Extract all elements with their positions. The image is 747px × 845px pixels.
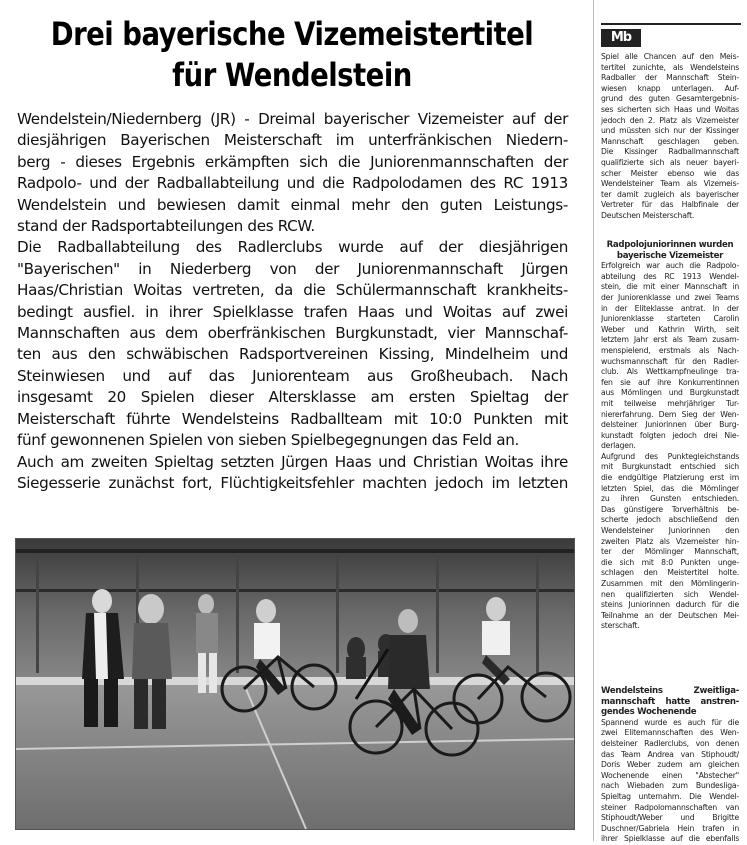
side-line: Wendelsteiner Team als Vizemeis- xyxy=(601,179,739,189)
side-line: letztem Jahr erst als Team zusam- xyxy=(601,335,739,345)
side-line: ter der Mömlinger Mannschaft, xyxy=(601,547,739,557)
body-line: Radpolo- und der Radballabteilung und die Radpolodamen des RC 1913 xyxy=(17,174,568,193)
side-heading: gendes Wochenende xyxy=(601,707,697,718)
side-line: stein, die mit einer Mannschaft in xyxy=(601,282,739,292)
side-line: zwei Elitemannschaften des Wen- xyxy=(601,728,739,738)
side-line: Spieltag unternahm. Die Wendel- xyxy=(601,791,739,801)
side-line: scherte jedoch abschließend den xyxy=(601,515,739,525)
side-line: die sich mit 8:0 Punkten unge- xyxy=(601,557,739,567)
side-line: Spiel alle Chancen auf den Meis- xyxy=(601,52,739,61)
side-line: mit Burgkunstadt entschied sich xyxy=(601,462,739,472)
side-line: Wochenende einen "Abstecher" xyxy=(601,770,739,780)
side-line: fen sie auf ihre Konkurrentinnen xyxy=(601,377,739,387)
side-column-block-1 xyxy=(601,52,739,222)
side-line: Juniorenklasse starteten Carolin xyxy=(601,314,739,324)
side-line: ihrer Spielklasse auf die ebenfalls xyxy=(601,834,739,844)
side-line: wuchsmannschaft für den Radler- xyxy=(601,356,739,366)
side-line: Doris Weber zudem am gleichen xyxy=(601,760,739,770)
side-line: zweiten Platz als Vizemeister hin- xyxy=(601,536,739,546)
side-heading: bayerische Vizemeister xyxy=(616,250,724,261)
body-line: Die Radballabteilung des Radlerclubs wurde auf der diesjährigen xyxy=(17,238,568,257)
body-line: berg - dieses Ergebnis erkämpften sich die Juniorenmannschaften der xyxy=(17,152,568,171)
side-line: der Juniorenklasse und zwei Teams xyxy=(601,292,739,302)
side-line: wiesen knapp unterlagen. Auf- xyxy=(601,83,739,93)
side-line: Deutschen Meisterschaft. xyxy=(601,210,695,220)
side-line: tertitel zunichte, als Wendelsteins xyxy=(601,62,739,72)
body-line: Steinwiesen und auf das Juniorenteam aus Großheubach. Nach xyxy=(17,366,568,385)
side-line: steiner Radpolomannschaften van xyxy=(601,802,739,812)
body-line: stand der Radsportabteilungen des RCW. xyxy=(17,217,315,236)
side-heading: mannschaft hatte anstren- xyxy=(601,696,739,707)
side-line: derlagen. xyxy=(601,441,636,451)
side-line: scher Meister ebenso wie das xyxy=(601,168,739,178)
headline-line-2: für Wendelstein xyxy=(172,56,412,94)
side-line: Das günstigere Torverhältnis be- xyxy=(601,504,739,514)
side-line: Spannend wurde es auch für die xyxy=(601,717,739,727)
body-line: ten aus den schwäbischen Radsportvereinen Kissing, Mindelheim und xyxy=(17,345,568,364)
body-line: fünf gewonnenen Spielen von sieben Spielbegegnungen das Feld an. xyxy=(17,431,519,450)
side-line: steins Juniorinnen dadurch für die xyxy=(601,600,739,610)
side-line: Zusammen mit den Mömlingerin- xyxy=(601,579,739,588)
body-line: "Bayerischen" in Niederberg von der Juniorenmannschaft Jürgen xyxy=(17,259,568,278)
side-line: Aufgrund des Punktegleichstands xyxy=(601,451,739,461)
side-line: kunstadt folgten jedoch drei Nie- xyxy=(601,430,739,440)
side-line: in der Eliteklasse antrat. In der xyxy=(601,303,739,313)
side-line: mit teilweise mehrjähriger Tur- xyxy=(601,398,739,408)
side-line: Stiphoudt/Weber und Brigitte xyxy=(601,813,739,823)
side-line: Vertreter für das Halbfinale der xyxy=(601,200,739,210)
side-line: Radballer der Mannschaft Stein- xyxy=(601,73,739,83)
side-line: club. Als Wettkampfneulinge tra- xyxy=(601,367,739,377)
article-body xyxy=(17,109,568,494)
newspaper-logo: Mb xyxy=(601,29,641,47)
side-line: die endgültige Platzierung erst im xyxy=(601,473,739,483)
side-line: Erfolgreich war auch die Radpolo- xyxy=(601,261,739,271)
side-line: niererfahrung. Dem Sieg der Wen- xyxy=(601,409,739,419)
paragraph-2 xyxy=(17,237,568,494)
side-heading: Wendelsteins Zweitliga- xyxy=(601,686,739,696)
side-line: Weber und Kathrin Wirth, seit xyxy=(601,324,739,334)
side-line: delsteiner Juniorinnen über Burg- xyxy=(601,420,739,430)
side-line: grund des guten Gesamtergebnis- xyxy=(601,94,739,104)
body-line: Meisterschaft führte Wendelsteins Radballteam mit 10:0 Punkten mit xyxy=(17,409,568,428)
side-line: sterschaft. xyxy=(601,621,640,631)
side-line: Mannschaft geschlagen geben. xyxy=(601,136,739,146)
side-column-block-2 xyxy=(601,240,739,632)
side-line: jedoch den 2. Platz als Vizemeister xyxy=(601,115,739,125)
body-line: Siegesserie zunächst fort, Flüchtigkeitsfehler machten jedoch im letzten xyxy=(17,473,568,492)
body-line: Wendelstein und bewiesen damit einmal mehr den guten Leistungs- xyxy=(17,195,568,214)
side-line: ses sicherten sich Haas und Woitas xyxy=(601,104,739,114)
side-column-block-3 xyxy=(601,686,739,845)
side-line: das Team Andrea van Stiphoudt/ xyxy=(601,749,739,759)
side-line: nen qualifizierten sich Wendel- xyxy=(601,589,739,599)
side-line: und müssten sich nur der Kissinger xyxy=(601,126,739,136)
side-heading: Radpolojuniorinnen wurden xyxy=(606,240,734,250)
side-line: Wendelsteiner Juniorinnen den xyxy=(601,526,739,536)
body-line: Mannschaften aus dem oberfränkischen Burgkunstadt, vier Mannschaf- xyxy=(17,324,568,343)
side-line: Die Kissinger Radballmannschaft xyxy=(601,147,739,157)
body-line: bedingt ausfiel. in ihrer Spielklasse trafen Haas und Woitas auf zwei xyxy=(17,302,568,321)
body-line: insgesamt 20 Spielen dieser Altersklasse am ersten Spieltag der xyxy=(17,388,568,407)
photo-illustration xyxy=(16,539,574,829)
side-line: ter damit zugleich als bayerischer xyxy=(601,189,739,199)
paragraph-1 xyxy=(17,109,568,237)
side-line: qualifizierte sich als neuer bayeri- xyxy=(601,157,739,167)
radpolo-photo xyxy=(15,538,575,830)
column-divider xyxy=(593,0,594,841)
body-line: Auch am zweiten Spieltag setzten Jürgen Haas und Christian Woitas ihre xyxy=(17,452,568,471)
side-line: zu ihren Gunsten entschieden. xyxy=(601,494,739,504)
headline xyxy=(48,14,536,96)
headline-line-1: Drei bayerische Vizemeistertitel xyxy=(50,15,534,53)
side-line: schlagen den Meistertitel holte. xyxy=(601,568,739,578)
side-line: abteilung des RC 1913 Wendel- xyxy=(601,271,739,281)
side-column-rule xyxy=(601,23,741,25)
body-line: diesjährigen Bayerischen Meisterschaft im unterfränkischen Niedern- xyxy=(17,131,568,150)
body-line: Wendelstein/Niedernberg (JR) - Dreimal bayerischer Vizemeister auf der xyxy=(17,110,568,128)
side-line: menspielend, erstmals als Nach- xyxy=(601,345,739,355)
side-line: Teilnahme an der Deutschen Mei- xyxy=(601,610,739,620)
side-line: delsteiner Radlerclubs, von denen xyxy=(601,738,739,748)
side-line: Duschner/Gabriela Hein trafen in xyxy=(601,823,739,833)
side-line: letzten Spiel, das die Mömlinger xyxy=(601,483,739,493)
side-line: nach Wiebaden zum Bundesliga- xyxy=(601,781,739,791)
body-line: Haas/Christian Woitas vertreten, da die Schülermannschaft krankheits- xyxy=(17,281,568,300)
side-line: aus Mömlingen und Burgkunstadt xyxy=(601,388,739,398)
